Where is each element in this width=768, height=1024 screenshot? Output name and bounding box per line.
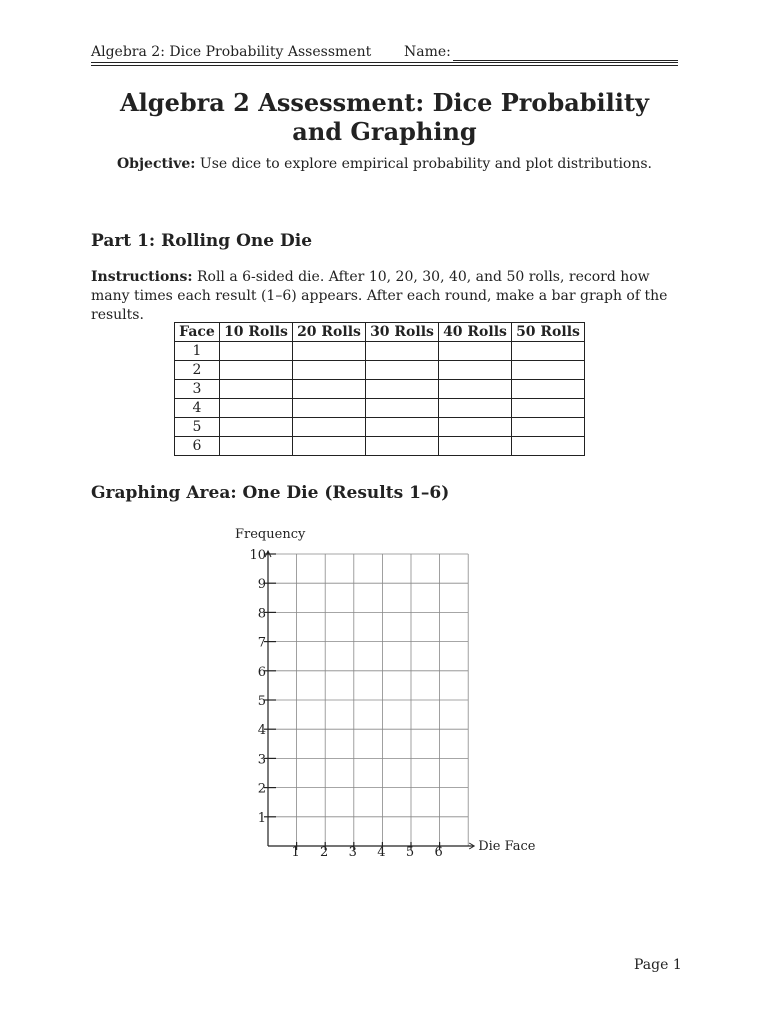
y-tick-label: 6: [257, 664, 266, 680]
face-cell: 4: [175, 399, 220, 418]
column-header: 50 Rolls: [512, 323, 585, 342]
graph-grid: [268, 554, 468, 846]
face-cell: 2: [175, 361, 220, 380]
graph-labels: [235, 527, 536, 860]
y-tick-label: 5: [257, 694, 266, 709]
y-axis-title: Frequency: [235, 527, 306, 542]
x-tick-label: 4: [377, 845, 386, 860]
y-tick-label: 1: [257, 810, 266, 826]
column-header: 10 Rolls: [220, 323, 293, 342]
page-number: Page 1: [634, 957, 682, 973]
x-tick-label: 1: [291, 845, 300, 860]
y-tick-label: 3: [257, 752, 266, 768]
face-cell: 5: [175, 418, 220, 437]
column-header: 40 Rolls: [439, 323, 512, 342]
face-cell: 3: [175, 380, 220, 399]
column-header: 30 Rolls: [366, 323, 439, 342]
y-tick-label: 8: [257, 606, 266, 622]
y-tick-label: 4: [257, 723, 266, 739]
column-header: Face: [175, 323, 220, 342]
x-axis-title: Die Face: [478, 839, 536, 854]
instructions-text: Roll a 6-sided die. After 10, 20, 30, 40, and 50 rolls, record how many times each result (1–6) appears. After each round, make a bar graph of the results.: [91, 269, 668, 323]
course-title: Algebra 2: Dice Probability Assessment: [91, 44, 372, 60]
x-tick-label: 2: [320, 845, 329, 860]
x-tick-label: 5: [405, 845, 415, 860]
graph-axes: [264, 551, 474, 850]
part1-heading: Part 1: Rolling One Die: [91, 231, 313, 251]
face-cell: 1: [175, 342, 220, 361]
x-tick-label: 3: [348, 845, 357, 860]
column-header: 20 Rolls: [293, 323, 366, 342]
name-label: Name:: [404, 44, 451, 60]
x-tick-label: 6: [434, 845, 443, 860]
objective-text: Use dice to explore empirical probability and plot distributions.: [199, 156, 652, 172]
y-tick-label: 7: [257, 635, 266, 651]
y-tick-label: 9: [257, 577, 266, 593]
y-tick-label: 2: [257, 781, 266, 797]
face-cell: 6: [175, 437, 220, 456]
y-tick-label: 10: [249, 548, 266, 563]
graph-heading: Graphing Area: One Die (Results 1–6): [91, 483, 450, 503]
instructions-label: Instructions:: [91, 269, 193, 285]
document-title: Algebra 2 Assessment: Dice Probability and Graphing: [120, 88, 649, 146]
objective-label: Objective:: [116, 156, 196, 172]
